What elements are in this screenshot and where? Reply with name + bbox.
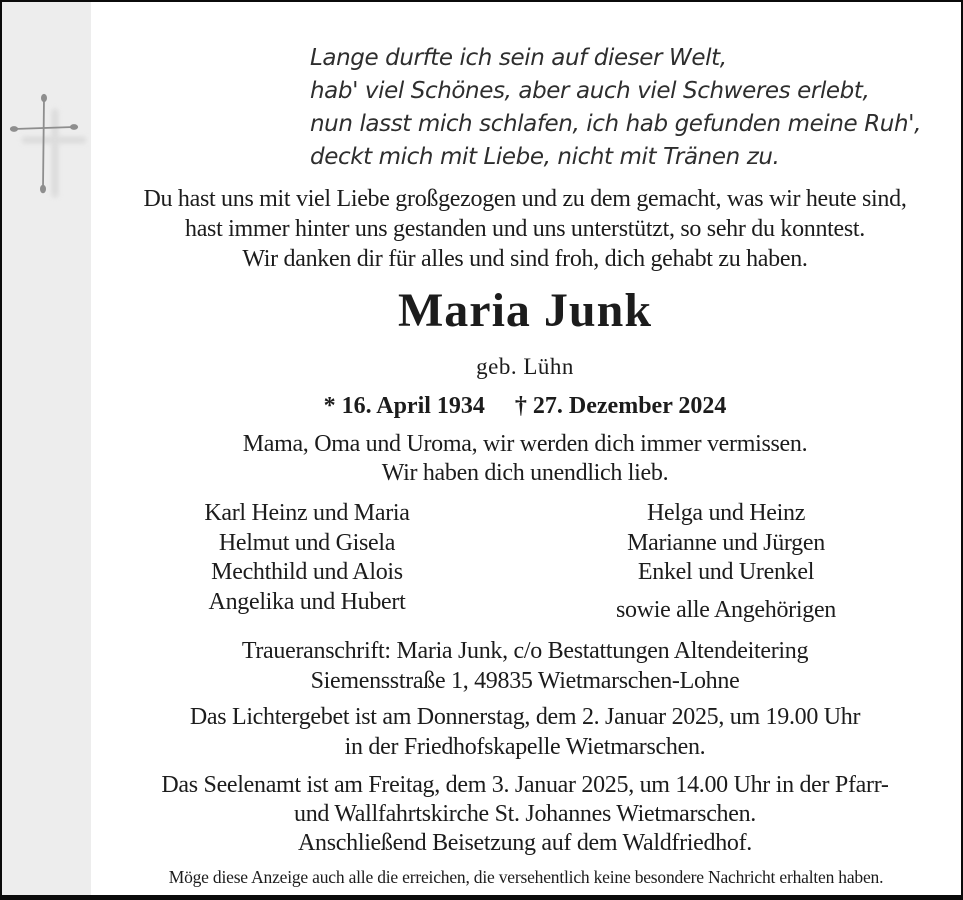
cross-icon	[7, 90, 89, 202]
event-line: Das Seelenamt ist am Freitag, dem 3. Januar 2025, um 14.00 Uhr in der Pfarr-	[161, 772, 889, 798]
event-line: in der Friedhofskapelle Wietmarschen.	[344, 733, 706, 760]
memorial-poem	[310, 42, 921, 174]
poem-line: nun lasst mich schlafen, ich hab gefunden meine Ruh',	[310, 111, 921, 137]
address-line: Traueranschrift: Maria Junk, c/o Bestattungen Altendeitering	[241, 638, 809, 664]
mourners-left-column	[142, 499, 472, 617]
footer-note: Möge diese Anzeige auch alle die erreichen, die versehentlich keine besondere Nachricht erhalten haben.	[168, 867, 884, 887]
birth-name: geb. Lühn	[476, 354, 574, 379]
farewell-line: Wir haben dich unendlich lieb.	[381, 460, 669, 486]
tribute-line: hast immer hinter uns gestanden und uns unterstützt, so sehr du konntest.	[185, 216, 865, 242]
seelenamt-notice	[91, 771, 959, 858]
death-date: † 27. Dezember 2024	[514, 393, 727, 419]
tribute-text	[91, 184, 959, 274]
condolence-address	[91, 637, 959, 696]
farewell-text	[91, 430, 959, 488]
poem-line: Lange durfte ich sein auf dieser Welt,	[310, 45, 727, 71]
event-line: und Wallfahrtskirche St. Johannes Wietmarschen.	[294, 801, 756, 827]
address-line: Siemensstraße 1, 49835 Wietmarschen-Lohne	[310, 667, 740, 694]
mourners-footer: sowie alle Angehörigen	[615, 596, 836, 623]
poem-line: hab' viel Schönes, aber auch viel Schweres erlebt,	[310, 78, 870, 104]
mourner-name: Marianne und Jürgen	[627, 529, 825, 556]
birth-date: * 16. April 1934	[323, 393, 485, 419]
mourners-right-column	[558, 499, 894, 625]
event-line: Das Lichtergebet ist am Donnerstag, dem 2. Januar 2025, um 19.00 Uhr	[189, 704, 861, 730]
deceased-name: Maria Junk	[397, 284, 653, 337]
mourner-name: Helmut und Gisela	[218, 529, 396, 556]
lichtergebet-notice	[91, 703, 959, 762]
mourner-name: Mechthild und Alois	[211, 559, 403, 585]
event-line: Anschließend Beisetzung auf dem Waldfriedhof.	[298, 830, 752, 856]
mourner-name: Angelika und Hubert	[208, 588, 406, 615]
life-dates	[91, 393, 959, 420]
mourner-name: Enkel und Urenkel	[637, 559, 815, 585]
side-strip	[2, 2, 91, 895]
mourner-name: Karl Heinz und Maria	[204, 500, 410, 526]
mourner-name: Helga und Heinz	[646, 500, 806, 526]
tribute-line: Wir danken dir für alles und sind froh, dich gehabt zu haben.	[242, 246, 808, 272]
farewell-line: Mama, Oma und Uroma, wir werden dich immer vermissen.	[242, 431, 808, 457]
poem-line: deckt mich mit Liebe, nicht mit Tränen zu.	[310, 144, 780, 170]
tribute-line: Du hast uns mit viel Liebe großgezogen und zu dem gemacht, was wir heute sind,	[143, 186, 907, 212]
